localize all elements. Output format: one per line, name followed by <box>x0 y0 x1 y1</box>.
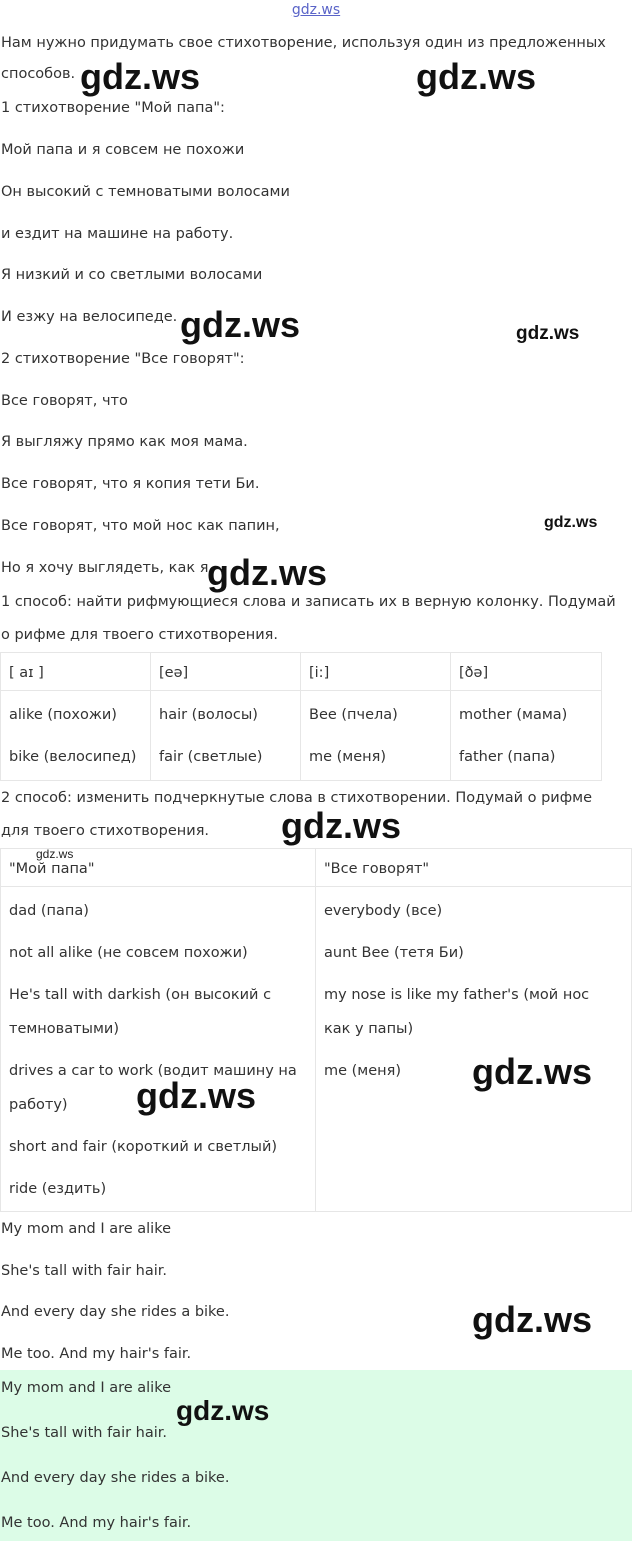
poem1-line: Он высокий с темноватыми волосами <box>1 184 290 200</box>
replace-words-table <box>0 848 632 1212</box>
watermark: gdz.ws <box>516 323 580 344</box>
method2-line-2: для твоего стихотворения. <box>1 823 210 839</box>
replace-table-col-2: everybody (все) aunt Bee (тетя Би) my nose is like my father's (мой нос как у папы) me (меня) <box>316 887 632 1212</box>
rhyme-table-header: [ aɪ ] <box>1 653 151 691</box>
replace-table-header: "Мой папа" <box>1 849 316 887</box>
rhyme-table-cell: hair (волосы) fair (светлые) <box>151 691 301 781</box>
method1-line-1: 1 способ: найти рифмующиеся слова и записать их в верную колонку. Подумай <box>1 594 616 610</box>
poem2-line: Все говорят, что <box>1 393 128 409</box>
highlighted-poem-line: Me too. And my hair's fair. <box>1 1515 192 1531</box>
watermark: gdz.ws <box>207 552 328 593</box>
poem1-line: И езжу на велосипеде. <box>1 309 178 325</box>
watermark: gdz.ws <box>80 56 201 97</box>
poem1-title: 1 стихотворение "Мой папа": <box>1 100 225 116</box>
method2-line-1: 2 способ: изменить подчеркнутые слова в стихотворении. Подумай о рифме <box>1 790 592 806</box>
poem1-line: и ездит на машине на работу. <box>1 226 234 242</box>
rhyme-table <box>0 652 602 781</box>
poem2-line: Все говорят, что мой нос как папин, <box>1 518 280 534</box>
highlighted-poem-line: And every day she rides a bike. <box>1 1470 230 1486</box>
rhyme-table-header: [ðə] <box>451 653 602 691</box>
replace-table-header: "Все говорят" <box>316 849 632 887</box>
watermark: gdz.ws <box>176 1395 270 1426</box>
rhyme-table-header: [i:] <box>301 653 451 691</box>
highlighted-poem-line: My mom and I are alike <box>1 1380 172 1396</box>
intro-line-2: способов. <box>1 66 76 82</box>
header-site-link[interactable]: gdz.ws <box>291 2 341 18</box>
watermark: gdz.ws <box>36 847 74 861</box>
rhyme-table-cell: mother (мама) father (папа) <box>451 691 602 781</box>
watermark: gdz.ws <box>281 805 402 846</box>
method1-line-2: о рифме для твоего стихотворения. <box>1 627 279 643</box>
replace-table-col-1: dad (папа) not all alike (не совсем похожи) He's tall with darkish (он высокий с темноватыми) drives a car to work (водит машину на работу) short and fair (короткий и светлый) ride (ездить) <box>1 887 316 1212</box>
poem2-line: Но я хочу выглядеть, как я. <box>1 560 214 576</box>
intro-line-1: Нам нужно придумать свое стихотворение, используя один из предложенных <box>1 35 606 51</box>
rhyme-table-cell: Bee (пчела) me (меня) <box>301 691 451 781</box>
english-poem-line: Me too. And my hair's fair. <box>1 1346 192 1362</box>
poem1-line: Я низкий и со светлыми волосами <box>1 267 263 283</box>
highlighted-poem-line: She's tall with fair hair. <box>1 1425 168 1441</box>
english-poem-line: My mom and I are alike <box>1 1221 172 1237</box>
watermark: gdz.ws <box>416 56 537 97</box>
watermark: gdz.ws <box>136 1075 257 1116</box>
english-poem-line: And every day she rides a bike. <box>1 1304 230 1320</box>
poem2-line: Все говорят, что я копия тети Би. <box>1 476 260 492</box>
watermark: gdz.ws <box>472 1051 593 1092</box>
watermark: gdz.ws <box>544 514 598 531</box>
watermark: gdz.ws <box>472 1299 593 1340</box>
rhyme-table-cell: alike (похожи) bike (велосипед) <box>1 691 151 781</box>
poem1-line: Мой папа и я совсем не похожи <box>1 142 245 158</box>
watermark: gdz.ws <box>180 304 301 345</box>
english-poem-line: She's tall with fair hair. <box>1 1263 168 1279</box>
poem2-title: 2 стихотворение "Все говорят": <box>1 351 245 367</box>
rhyme-table-header: [eə] <box>151 653 301 691</box>
poem2-line: Я выгляжу прямо как моя мама. <box>1 434 248 450</box>
